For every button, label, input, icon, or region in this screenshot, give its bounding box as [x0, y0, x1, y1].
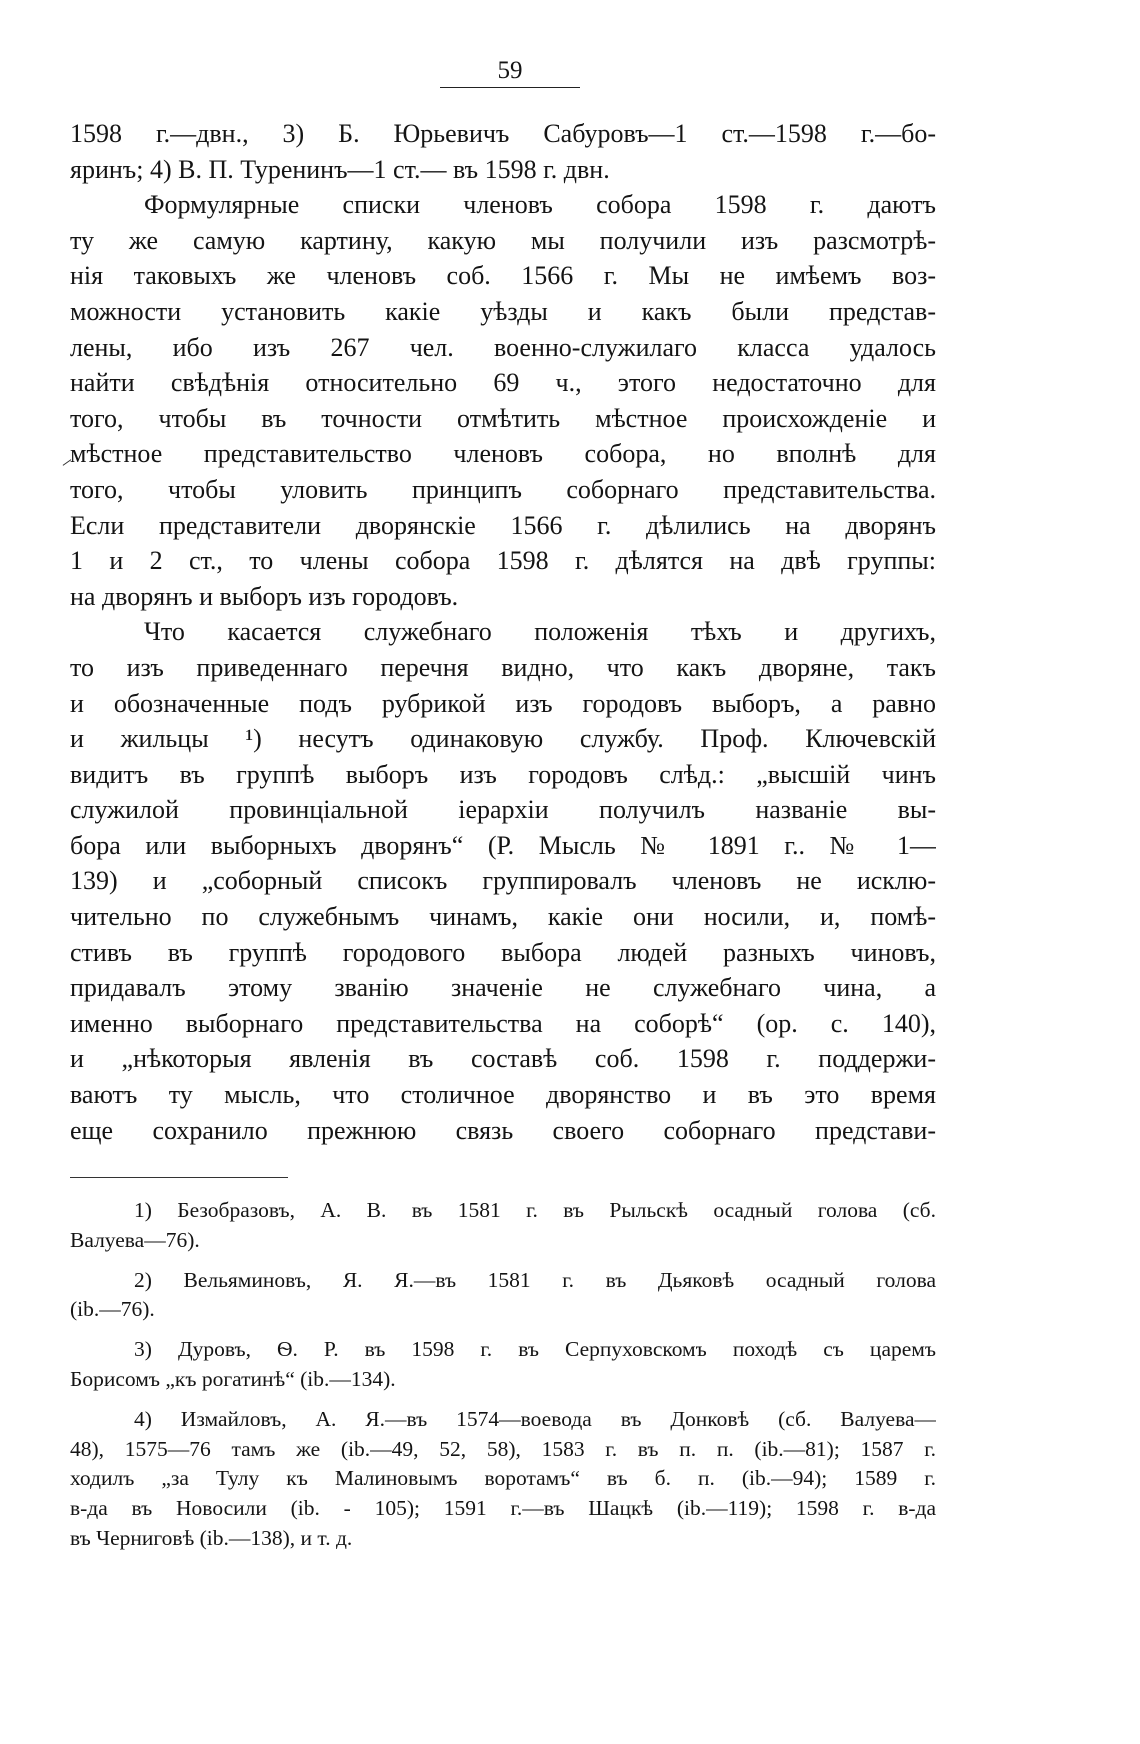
text-line: и обозначенные подъ рубрикой изъ городовъ выборъ, а равно: [70, 688, 936, 718]
footnote-4: [70, 1405, 936, 1554]
footnote-line: 48), 1575—76 тамъ же (ib.—49, 52, 58), 1583 г. въ п. п. (ib.—81); 1587 г.: [70, 1436, 936, 1461]
text-line: ту же самую картину, какую мы получили изъ разсмотрѣ-: [70, 225, 936, 255]
footnotes: [70, 1196, 936, 1554]
text-line: то изъ приведеннаго перечня видно, что какъ дворяне, такъ: [70, 652, 936, 682]
footnote-line: 1) Безобразовъ, А. В. въ 1581 г. въ Рыльскѣ осадный голова (сб.: [134, 1198, 936, 1222]
footnote-3: [70, 1335, 936, 1395]
text-line: 1 и 2 ст., то члены собора 1598 г. дѣлятся на двѣ группы:: [70, 546, 936, 576]
footnote-line: Валуева—76).: [70, 1227, 200, 1252]
text-line: Формулярные списки членовъ собора 1598 г. даютъ: [144, 190, 936, 220]
page-number: 59: [497, 57, 523, 84]
page-number-rule: [440, 87, 580, 88]
text-line: стивъ въ группѣ городового выбора людей разныхъ чиновъ,: [70, 937, 936, 967]
text-line: чительно по служебнымъ чинамъ, какіе они носили, и, помѣ-: [70, 902, 936, 932]
text-line: лены, ибо изъ 267 чел. военно-служилаго класса удалось: [70, 332, 936, 362]
footnote-line: 2) Вельяминовъ, Я. Я.—въ 1581 г. въ Дьяковѣ осадный голова: [134, 1267, 936, 1292]
text-line: Если представители дворянскіе 1566 г. дѣлились на дворянъ: [70, 510, 936, 540]
text-line: яринъ; 4) В. П. Туренинъ—1 ст.— въ 1598 г. двн.: [70, 154, 610, 184]
footnote-line: 3) Дуровъ, Ѳ. Р. въ 1598 г. въ Серпуховскомъ походѣ съ царемъ: [134, 1337, 936, 1362]
footnote-line: (ib.—76).: [70, 1297, 155, 1322]
body-text: [70, 116, 936, 1148]
text-line: служилой провинціальной іерархіи получилъ названіе вы-: [70, 795, 936, 825]
text-line: мѣстное представительство членовъ собора, но вполнѣ для: [70, 439, 936, 469]
footnote-line: Борисомъ „къ рогатинѣ“ (ib.—134).: [70, 1366, 396, 1391]
text-line: еще сохранило прежнюю связь своего соборнаго представи-: [70, 1115, 936, 1145]
text-line: придавалъ этому званію значеніе не служебнаго чина, а: [70, 973, 936, 1003]
text-line: того, чтобы въ точности отмѣтить мѣстное происхожденіе и: [70, 403, 936, 433]
footnote-line: 4) Измайловъ, А. Я.—въ 1574—воевода въ Донковѣ (сб. Валуева—: [134, 1406, 936, 1431]
text-line: именно выборнаго представительства на соборѣ“ (ор. с. 140),: [70, 1008, 936, 1038]
text-line: Что касается служебнаго положенія тѣхъ и другихъ,: [144, 617, 936, 647]
text-line: бора или выборныхъ дворянъ“ (Р. Мысль № 1891 г.. № 1—: [70, 830, 936, 860]
text-line: 139) и „соборный списокъ группировалъ членовъ не исклю-: [70, 866, 936, 896]
text-line: нія таковыхъ же членовъ соб. 1566 г. Мы не имѣемъ воз-: [70, 261, 936, 291]
footnote-1: [70, 1196, 936, 1256]
footnote-line: въ Черниговѣ (ib.—138), и т. д.: [70, 1525, 353, 1550]
footnote-separator: [70, 1177, 288, 1178]
text-line: на дворянъ и выборъ изъ городовъ.: [70, 581, 459, 611]
text-line: того, чтобы уловить принципъ соборнаго представительства.: [70, 474, 936, 504]
text-line: ваютъ ту мысль, что столичное дворянство и въ это время: [70, 1080, 936, 1110]
text-line: и „нѣкоторыя явленія въ составѣ соб. 1598 г. поддержи-: [70, 1044, 936, 1074]
text-line: 1598 г.—двн., 3) Б. Юрьевичъ Сабуровъ—1 ст.—1598 г.—бо-: [70, 119, 936, 148]
footnote-line: в-да въ Новосили (ib. - 105); 1591 г.—въ Шацкѣ (ib.—119); 1598 г. в-да: [70, 1496, 936, 1521]
text-line: найти свѣдѣнія относительно 69 ч., этого недостаточно для: [70, 368, 936, 398]
footnote-2: [70, 1266, 936, 1326]
text-line: видитъ въ группѣ выборъ изъ городовъ слѣд.: „высшій чинъ: [70, 759, 936, 789]
text-line: можности установить какіе уѣзды и какъ были представ-: [70, 296, 936, 326]
text-line: и жильцы ¹) несутъ одинаковую службу. Проф. Ключевскій: [70, 724, 936, 754]
footnote-line: ходилъ „за Тулу къ Малиновымъ воротамъ“ въ б. п. (ib.—94); 1589 г.: [70, 1466, 936, 1491]
